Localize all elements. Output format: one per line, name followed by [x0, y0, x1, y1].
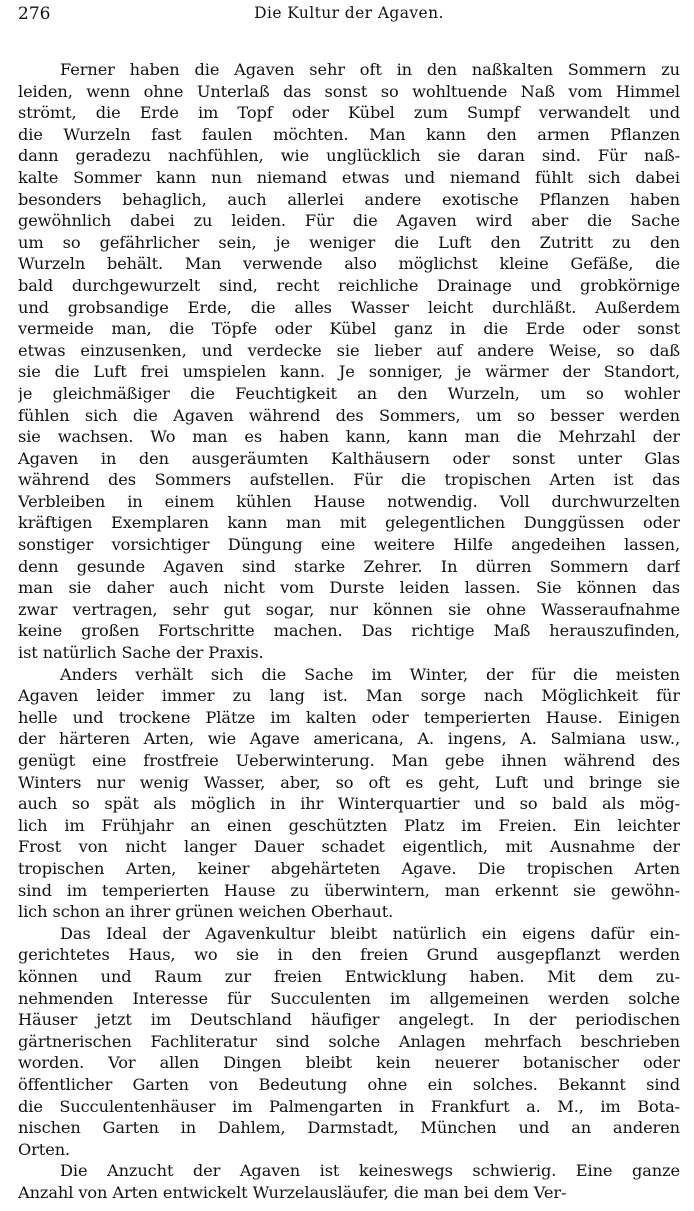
text-line: und grobsandige Erde, die alles Wasser leicht durchläßt. Außerdem: [18, 297, 680, 317]
body-text: [18, 59, 680, 1203]
page-number: 276: [18, 4, 51, 24]
text-line: fühlen sich die Agaven während des Sommers, um so besser werden: [18, 405, 680, 425]
text-line: Die Anzucht der Agaven ist keineswegs schwierig. Eine ganze: [60, 1161, 680, 1181]
text-line: nischen Garten in Dahlem, Darmstadt, München und an anderen: [18, 1118, 680, 1138]
text-line: ist natürlich Sache der Praxis.: [18, 643, 264, 663]
text-line: je gleichmäßiger die Feuchtigkeit an den Wurzeln, um so wohler: [18, 383, 680, 403]
paragraph-4: [18, 1160, 680, 1203]
text-line: etwas einzusenken, und verdecke sie lieber auf andere Weise, so daß: [18, 340, 680, 360]
text-line: genügt eine frostfreie Ueberwinterung. Man gebe ihnen während des: [18, 751, 680, 770]
text-line: bald durchgewurzelt sind, recht reichliche Drainage und grobkörnige: [18, 275, 680, 295]
text-line: dann geradezu nachfühlen, wie unglücklich sie daran sind. Für naß-: [18, 146, 680, 166]
text-line: lich im Frühjahr an einen geschützten Platz im Freien. Ein leichter: [18, 815, 680, 835]
text-line: auch so spät als möglich in ihr Winterquartier und so bald als mög-: [18, 794, 680, 814]
text-line: um so gefährlicher sein, je weniger die Luft den Zutritt zu den: [18, 232, 680, 252]
text-line: gärtnerischen Fachliteratur sind solche Anlagen mehrfach beschrieben: [18, 1031, 680, 1051]
text-line: helle und trockene Plätze im kalten oder temperierten Hause. Einigen: [18, 707, 680, 727]
text-line: zwar vertragen, sehr gut sogar, nur können sie ohne Wasseraufnahme: [18, 599, 680, 619]
text-line: können und Raum zur freien Entwicklung haben. Mit dem zu-: [18, 966, 680, 986]
text-line: Winters nur wenig Wasser, aber, so oft es geht, Luft und bringe sie: [18, 772, 680, 792]
text-line: sonstiger vorsichtiger Düngung eine weitere Hilfe angedeihen lassen,: [18, 535, 680, 555]
text-line: gerichtetes Haus, wo sie in den freien Grund ausgepflanzt werden: [18, 945, 680, 965]
text-line: öffentlicher Garten von Bedeutung ohne ein solches. Bekannt sind: [18, 1074, 680, 1094]
text-line: denn gesunde Agaven sind starke Zehrer. In dürren Sommern darf: [18, 556, 680, 576]
paragraph-2: [18, 664, 680, 923]
text-line: Das Ideal der Agavenkultur bleibt natürlich ein eigens dafür ein-: [60, 923, 680, 943]
text-line: worden. Vor allen Dingen bleibt kein neuerer botanischer oder: [18, 1053, 680, 1073]
text-line: keine großen Fortschritte machen. Das richtige Maß herauszufinden,: [18, 621, 680, 641]
text-line: Agaven leider immer zu lang ist. Man sorge nach Möglichkeit für: [18, 686, 680, 706]
text-line: Anders verhält sich die Sache im Winter, der für die meisten: [60, 664, 680, 684]
paragraph-1: [18, 59, 680, 664]
text-line: Verbleiben in einem kühlen Hause notwendig. Voll durchwurzelten: [18, 491, 680, 511]
text-line: kräftigen Exemplaren kann man mit gelegentlichen Dunggüssen oder: [18, 513, 680, 533]
text-line: vermeide man, die Töpfe oder Kübel ganz in die Erde oder sonst: [18, 319, 680, 339]
text-line: Anzahl von Arten entwickelt Wurzelausläufer, die man bei dem Ver-: [18, 1182, 567, 1202]
text-line: man sie daher auch nicht vom Durste leiden lassen. Sie können das: [18, 578, 680, 598]
text-line: lich schon an ihrer grünen weichen Oberhaut.: [18, 902, 394, 922]
running-title: Die Kultur der Agaven.: [254, 4, 444, 22]
text-line: nehmenden Interesse für Succulenten im allgemeinen werden solche: [18, 988, 680, 1008]
text-line: Frost von nicht langer Dauer schadet eigentlich, mit Ausnahme der: [18, 837, 680, 857]
text-line: sie wachsen. Wo man es haben kann, kann man die Mehrzahl der: [18, 427, 680, 447]
text-line: Wurzeln behält. Man verwende also möglichst kleine Gefäße, die: [18, 254, 680, 274]
page-header: [18, 4, 680, 28]
text-line: die Wurzeln fast faulen möchten. Man kann den armen Pflanzen: [18, 124, 680, 144]
text-line: sind im temperierten Hause zu überwintern, man erkennt sie gewöhn-: [18, 880, 680, 900]
text-line: Ferner haben die Agaven sehr oft in den naßkalten Sommern zu: [60, 60, 680, 79]
text-line: während des Sommers aufstellen. Für die tropischen Arten ist das: [18, 470, 680, 490]
text-line: strömt, die Erde im Topf oder Kübel zum Sumpf verwandelt und: [18, 103, 680, 123]
text-line: leiden, wenn ohne Unterlaß das sonst so wohltuende Naß vom Himmel: [18, 81, 680, 101]
text-line: gewöhnlich dabei zu leiden. Für die Agaven wird aber die Sache: [18, 211, 680, 231]
text-line: sie die Luft frei umspielen kann. Je sonniger, je wärmer der Standort,: [18, 362, 680, 382]
text-line: Agaven in den ausgeräumten Kalthäusern oder sonst unter Glas: [18, 448, 680, 468]
text-line: Häuser jetzt im Deutschland häufiger angelegt. In der periodischen: [18, 1010, 680, 1030]
text-line: besonders behaglich, auch allerlei andere exotische Pflanzen haben: [18, 189, 680, 209]
text-line: der härteren Arten, wie Agave americana, A. ingens, A. Salmiana usw.,: [18, 729, 680, 749]
text-line: kalte Sommer kann nun niemand etwas und niemand fühlt sich dabei: [18, 167, 680, 187]
text-line: tropischen Arten, keiner abgehärteten Agave. Die tropischen Arten: [18, 858, 680, 878]
text-line: die Succulentenhäuser im Palmengarten in Frankfurt a. M., im Bota-: [18, 1096, 680, 1116]
paragraph-3: [18, 923, 680, 1161]
text-line: Orten.: [18, 1139, 71, 1159]
